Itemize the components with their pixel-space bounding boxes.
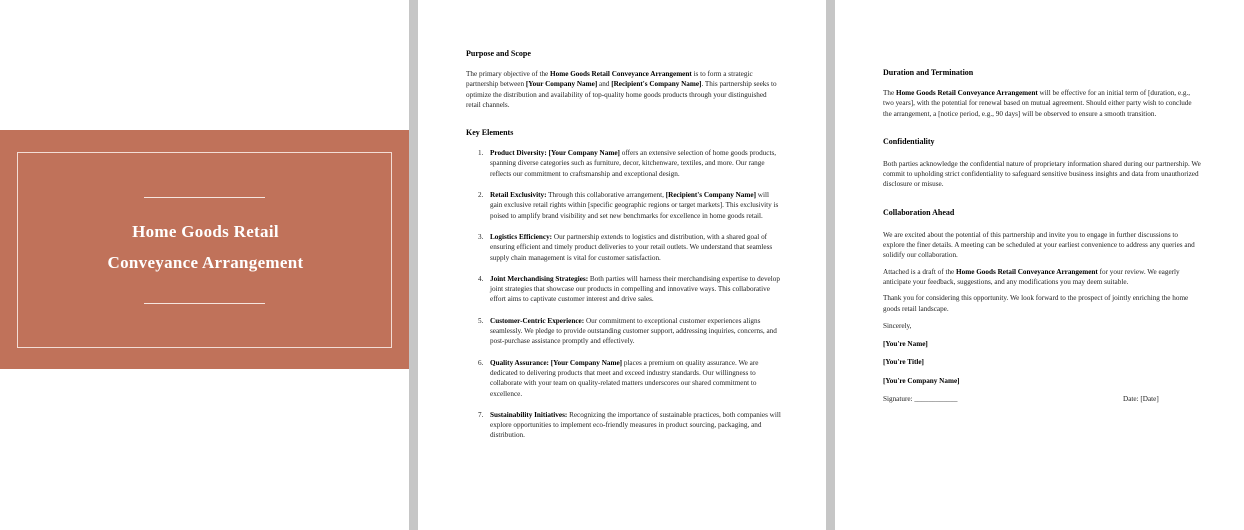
cover-title	[18, 216, 393, 278]
collab-bold: Home Goods Retail Conveyance Arrangement	[956, 267, 1098, 276]
purpose-bold-1: Home Goods Retail Conveyance Arrangement	[550, 70, 692, 78]
duration-bold: Home Goods Retail Conveyance Arrangement	[895, 89, 1038, 97]
list-item	[466, 148, 782, 179]
signature-row	[883, 394, 1201, 404]
item-bold: [Your Company Name]	[548, 358, 623, 367]
confidentiality-paragraph: Both parties acknowledge the confidential nature of proprietary information shared during our partnership. We commit to upholding strict confidentiality to safeguard sensitive business insights and data from unauthorized disclosure or misuse.	[883, 159, 1201, 189]
sender-company-text: [You're Company Name]	[883, 376, 960, 385]
purpose-paragraph	[466, 69, 782, 110]
list-number: 2.	[478, 191, 484, 200]
purpose-heading: Purpose and Scope	[466, 49, 531, 58]
collaboration-paragraph-3: Thank you for considering this opportunity. We look forward to the prospect of jointly enriching the home goods retail landscape.	[883, 294, 1189, 313]
cover-rule-top	[144, 197, 265, 198]
signature-field: Signature: ____________	[883, 395, 958, 404]
purpose-text-3: and	[597, 80, 612, 89]
closing: Sincerely,	[883, 321, 912, 330]
item-label: Logistics Efficiency:	[490, 232, 553, 241]
list-number: 6.	[478, 358, 484, 367]
item-text-pre: Through this collaborative arrangement,	[546, 191, 666, 200]
sender-company	[883, 376, 1201, 386]
collab-text-2: for your review. We eagerly anticipate your feedback, suggestions, and any modifications you may deem suitable.	[883, 267, 1180, 286]
item-label: Retail Exclusivity:	[490, 191, 547, 200]
purpose-bold-3: [Recipient's Company Name]	[611, 80, 702, 89]
duration-heading: Duration and Termination	[883, 68, 974, 77]
item-label: Customer-Centric Experience:	[490, 316, 585, 325]
document-page-3	[835, 0, 1244, 530]
item-bold: [Your Company Name]	[546, 149, 620, 158]
list-item	[466, 190, 782, 221]
sender-name-text: [You're Name]	[883, 340, 928, 349]
duration-text-1: The	[883, 89, 896, 97]
item-text: Both parties will harness their merchandising expertise to develop joint strategies that showcase our products in compelling and innovative ways. This collaborative effort aims to captivate customer interest and drive sales.	[490, 274, 780, 304]
item-text: Recognizing the importance of sustainable practices, both companies will explore opportunities to implement eco-friendly measures in product sourcing, packaging, and distribution.	[490, 410, 781, 440]
list-item	[466, 410, 782, 441]
item-label: Joint Merchandising Strategies:	[490, 274, 589, 283]
list-item	[466, 358, 782, 399]
date-field: Date: [Date]	[1123, 395, 1159, 404]
list-item	[466, 274, 782, 305]
list-number: 7.	[478, 410, 484, 419]
list-number: 1.	[478, 149, 484, 158]
collaboration-heading: Collaboration Ahead	[883, 207, 955, 217]
cover-rule-bottom	[144, 303, 265, 304]
purpose-text-4: . This partnership seeks to optimize the distribution and availability of top-quality home goods products through your distinguished retail channels.	[466, 80, 777, 109]
purpose-text-2: is to form a strategic partnership between	[466, 70, 753, 89]
item-text: offers an extensive selection of home goods products, spanning diverse categories such as furniture, decor, kitchenware, textiles, and more. Our range reflects our commitment to craftsmanship and exceptional design.	[490, 149, 777, 178]
key-elements-heading: Key Elements	[466, 128, 514, 138]
purpose-text-1: The primary objective of the	[466, 70, 551, 78]
item-label: Sustainability Initiatives:	[490, 410, 568, 419]
duration-paragraph	[883, 88, 1201, 119]
cover-page	[0, 0, 409, 530]
item-text: Our partnership extends to logistics and distribution, with a shared goal of ensuring efficient and timely product deliveries to your retail outlets. We understand that seamless supply chain management is vital for customer satisfaction.	[490, 232, 773, 262]
item-text: Our commitment to exceptional customer experiences aligns seamlessly. We pledge to provide outstanding customer support, addressing inquiries, concerns, and post-purchase assistance promptly and effectively.	[490, 316, 777, 346]
item-text: places a premium on quality assurance. We are dedicated to delivering products that meet and exceed industry standards. Our willingness to collaborate with your team on quality-related matters underscores our shared commitment to excellence.	[490, 358, 759, 398]
cover-title-line1: Home Goods Retail	[132, 222, 279, 241]
confidentiality-heading: Confidentiality	[883, 136, 935, 146]
page2-content	[466, 48, 782, 441]
cover-title-line2: Conveyance Arrangement	[107, 253, 304, 272]
list-item	[466, 316, 782, 347]
list-number: 3.	[478, 232, 484, 241]
purpose-bold-2: [Your Company Name]	[525, 80, 598, 89]
collab-text-1: Attached is a draft of the	[883, 267, 957, 276]
item-label: Product Diversity:	[490, 149, 547, 158]
sender-title	[883, 357, 1201, 367]
sender-title-text: [You're Title]	[883, 358, 924, 367]
collaboration-paragraph-2	[883, 267, 1201, 288]
list-item	[466, 232, 782, 263]
cover-frame	[17, 152, 392, 348]
item-text: will gain exclusive retail rights within [specific geographic regions or target markets]. This exclusivity is poised to amplify brand visibility and set new benchmarks for excellence in home goods retail.	[490, 191, 779, 220]
list-number: 5.	[478, 316, 484, 325]
page3-content	[883, 67, 1201, 404]
item-label: Quality Assurance:	[490, 358, 549, 367]
cover-band	[0, 130, 409, 369]
sender-name	[883, 339, 1201, 349]
list-number: 4.	[478, 274, 484, 283]
item-bold: [Recipient's Company Name]	[665, 191, 756, 200]
document-page-2	[418, 0, 826, 530]
duration-text-2: will be effective for an initial term of [duration, e.g., two years], with the potential for renewal based on mutual agreement. Should either party wish to conclude the arrangement, a [notice period, e.g., 90 days] will be observed to ensure a smooth transition.	[883, 89, 1192, 118]
key-elements-list	[466, 148, 782, 441]
collaboration-paragraph-1: We are excited about the potential of this partnership and invite you to engage in further discussions to explore the finer details. A meeting can be scheduled at your earliest convenience to address any queries and solidify our collaboration.	[883, 230, 1195, 260]
